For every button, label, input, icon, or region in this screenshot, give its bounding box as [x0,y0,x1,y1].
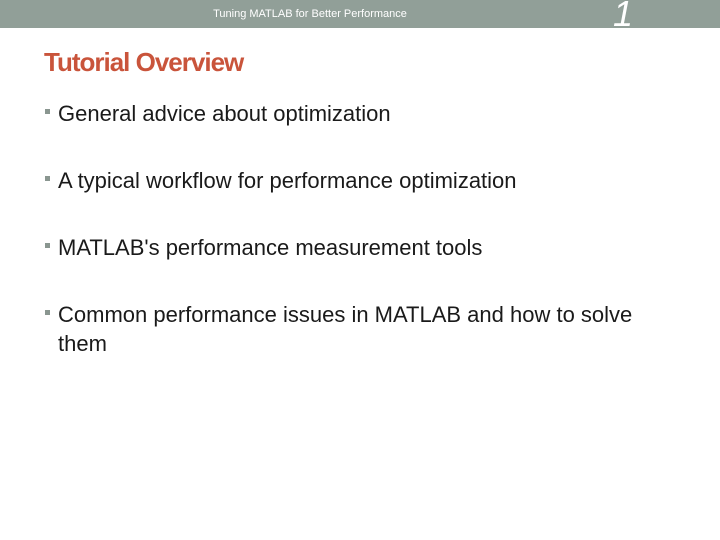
list-item [44,233,644,262]
bullet-text: A typical workflow for performance optimization [58,168,517,193]
bullet-text: Common performance issues in MATLAB and how to solve them [58,302,633,356]
slide-number: 1 [612,0,634,34]
square-bullet-icon [45,109,50,114]
presentation-title: Tuning MATLAB for Better Performance [213,8,407,20]
square-bullet-icon [45,310,50,315]
bullet-list [44,99,644,396]
list-item [44,166,644,195]
bullet-text: MATLAB's performance measurement tools [58,235,483,260]
list-item [44,300,644,358]
square-bullet-icon [45,243,50,248]
list-item [44,99,644,128]
bullet-text: General advice about optimization [58,101,391,126]
header-bar [0,0,720,34]
square-bullet-icon [45,176,50,181]
page-title: Tutorial Overview [44,47,244,77]
